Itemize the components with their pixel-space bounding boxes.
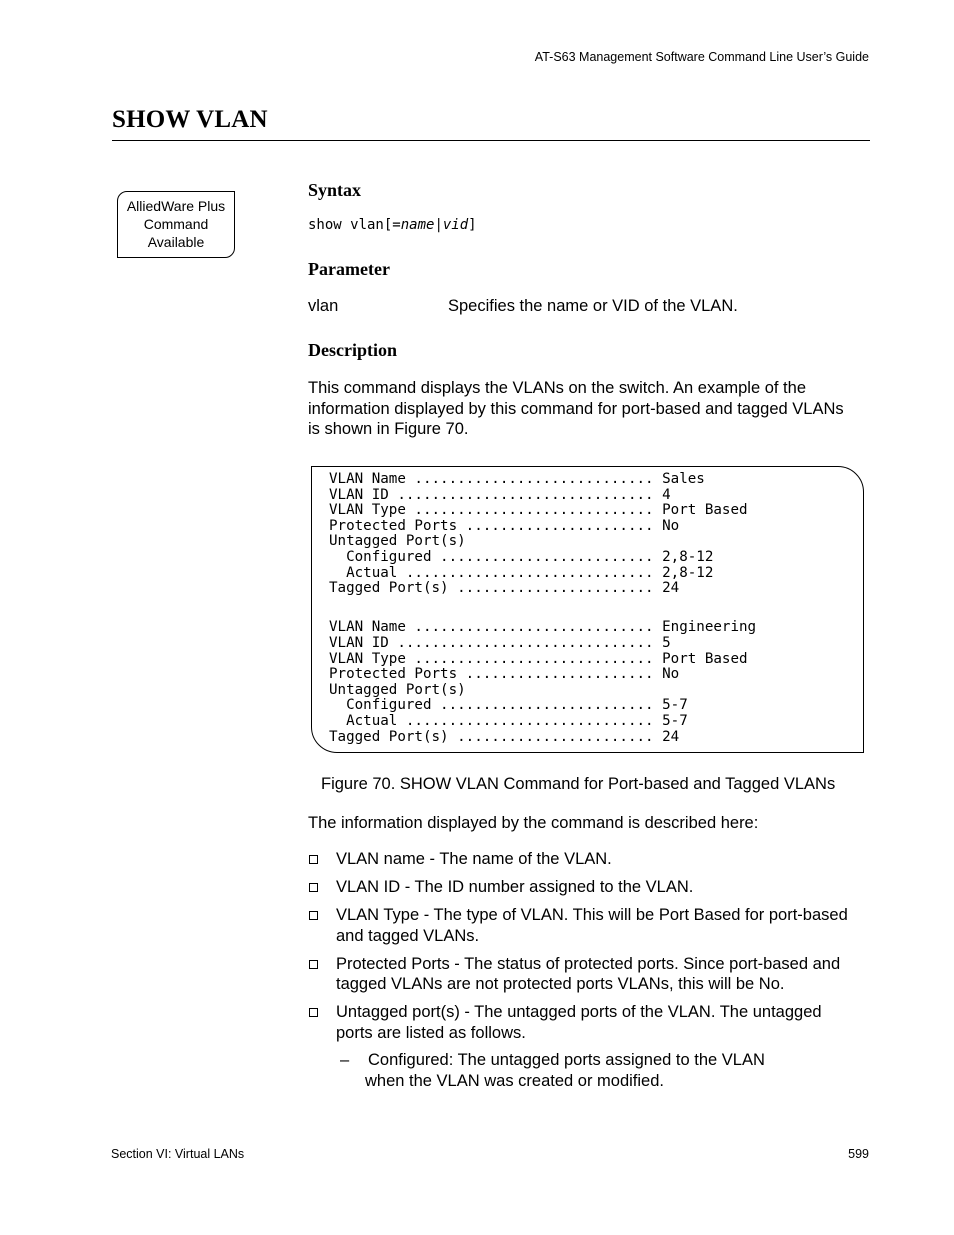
list-item: [308, 877, 873, 898]
code-line: Untagged Port(s): [329, 533, 466, 550]
syntax-separator: |: [434, 217, 443, 233]
list-item-text: ports are listed as follows.: [336, 1023, 526, 1042]
checkbox-bullet-icon: [309, 960, 318, 969]
list-item-text: and tagged VLANs.: [336, 926, 480, 945]
list-item-text: tagged VLANs are not protected ports VLANs, this will be No.: [336, 975, 785, 993]
code-line: Untagged Port(s): [329, 681, 466, 698]
sub-item-text: Configured: The untagged ports assigned to the VLAN: [368, 1051, 765, 1069]
checkbox-bullet-icon: [309, 911, 318, 920]
page-title: SHOW VLAN: [112, 106, 268, 133]
parameter-heading: Parameter: [308, 259, 390, 279]
badge-line: Available: [147, 234, 205, 250]
paragraph-line: is shown in Figure 70.: [308, 420, 469, 438]
page-number: 599: [848, 1147, 869, 1161]
footer-section: Section VI: Virtual LANs: [111, 1147, 245, 1161]
badge-line: AlliedWare Plus: [126, 198, 226, 214]
syntax-arg-vid: vid: [442, 217, 469, 233]
list-item-text: Untagged port(s) - The untagged ports of the VLAN. The untagged: [336, 1003, 822, 1021]
paragraph-line: This command displays the VLANs on the switch. An example of the: [308, 379, 806, 397]
code-line: VLAN Type ............................ Port Based: [329, 650, 748, 667]
list-item: [308, 1002, 873, 1043]
sub-list-item: [340, 1050, 765, 1091]
code-spacer: [329, 597, 756, 613]
paragraph-line: information displayed by this command for port-based and tagged VLANs: [308, 399, 844, 418]
description-paragraph: [308, 378, 844, 440]
figure-caption: Figure 70. SHOW VLAN Command for Port-based and Tagged VLANs: [321, 775, 836, 793]
list-item-text: VLAN ID - The ID number assigned to the VLAN.: [336, 878, 694, 896]
checkbox-bullet-icon: [309, 1008, 318, 1017]
code-line: VLAN Name ............................ Engineering: [329, 619, 757, 636]
syntax-suffix: ]: [468, 217, 477, 233]
checkbox-bullet-icon: [309, 855, 318, 864]
code-example: [329, 472, 756, 745]
parameter-description: Specifies the name or VID of the VLAN.: [448, 297, 738, 315]
code-line: Protected Ports ...................... No: [329, 666, 680, 683]
code-line: Tagged Port(s) ....................... 24: [329, 728, 680, 745]
list-item: [308, 905, 873, 946]
title-rule: [112, 140, 870, 141]
code-line: VLAN ID .............................. 5: [329, 634, 671, 651]
list-item-text: VLAN name - The name of the VLAN.: [336, 850, 612, 868]
code-line: Protected Ports ...................... No: [329, 517, 680, 534]
bullet-list: [308, 849, 873, 1051]
code-line: Actual ............................. 5-7: [329, 712, 688, 729]
code-line: VLAN Type ............................ Port Based: [329, 502, 748, 519]
syntax-arg-name: name: [400, 217, 435, 233]
code-line: VLAN Name ............................ Sales: [329, 471, 705, 487]
list-item: [308, 849, 873, 870]
checkbox-bullet-icon: [309, 883, 318, 892]
badge-line: Command: [143, 216, 209, 232]
syntax-command: [308, 217, 477, 233]
info-intro: The information displayed by the command is described here:: [308, 814, 759, 832]
description-heading: Description: [308, 340, 397, 360]
code-line: VLAN ID .............................. 4: [329, 486, 671, 503]
code-line: Configured ......................... 5-7: [329, 697, 688, 714]
alliedware-plus-badge: [117, 191, 235, 258]
sub-item-text: when the VLAN was created or modified.: [365, 1071, 664, 1090]
syntax-heading: Syntax: [308, 180, 362, 200]
code-line: Tagged Port(s) ....................... 24: [329, 580, 680, 597]
code-line: Actual ............................. 2,8-12: [329, 564, 714, 581]
list-item: [308, 954, 873, 995]
running-header: AT-S63 Management Software Command Line User’s Guide: [534, 50, 869, 64]
syntax-prefix: show vlan[=: [308, 217, 401, 233]
list-item-text: VLAN Type - The type of VLAN. This will be Port Based for port-based: [336, 906, 848, 924]
code-line: Configured ......................... 2,8-12: [329, 548, 714, 565]
dash-bullet: –: [340, 1051, 350, 1069]
parameter-name: vlan: [308, 297, 339, 315]
list-item-text: Protected Ports - The status of protected ports. Since port-based and: [336, 954, 841, 973]
